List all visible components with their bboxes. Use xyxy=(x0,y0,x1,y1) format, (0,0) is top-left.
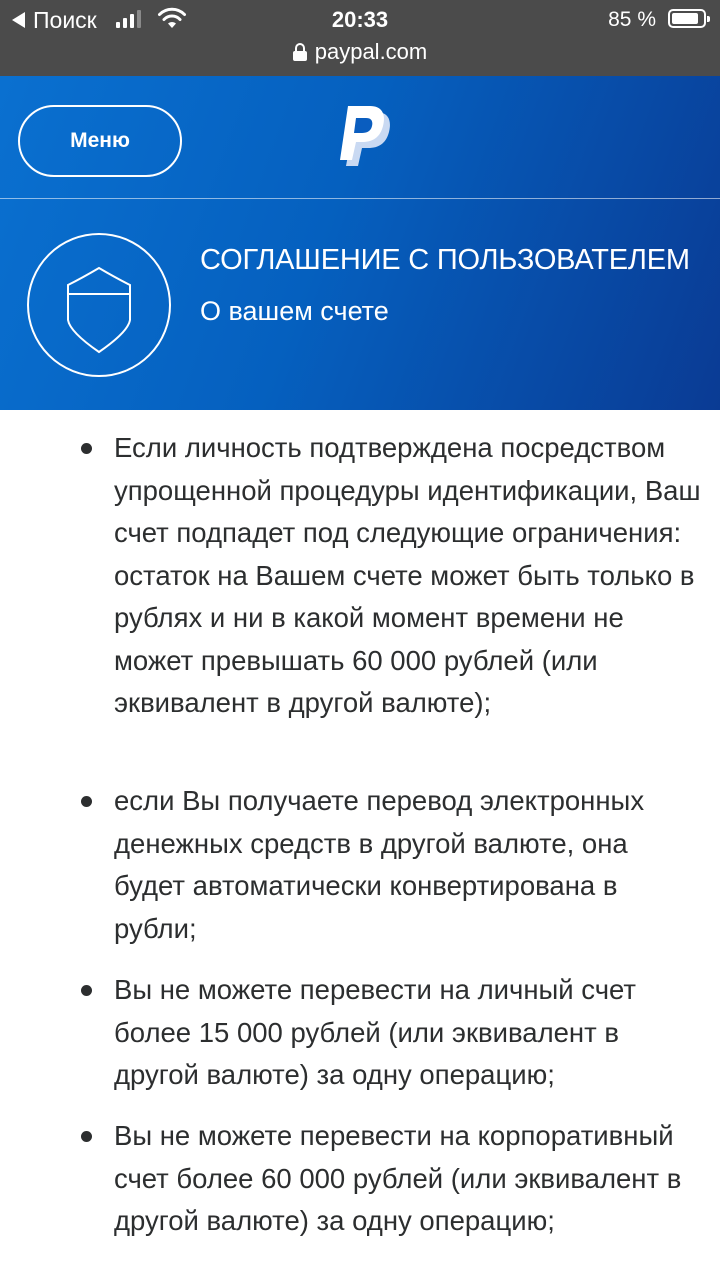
list-item xyxy=(114,780,704,950)
bullet-icon xyxy=(81,443,92,454)
battery-percent: 85 % xyxy=(608,8,656,31)
paypal-logo-icon[interactable] xyxy=(336,106,396,170)
back-label: Поиск xyxy=(33,7,97,33)
page-header xyxy=(0,76,720,410)
url-text: paypal.com xyxy=(314,39,428,64)
lock-icon xyxy=(293,43,307,61)
agreement-content xyxy=(0,410,720,1280)
status-bar xyxy=(0,0,720,76)
bullet-icon xyxy=(81,1131,92,1142)
shield-icon xyxy=(26,232,172,378)
address-bar[interactable] xyxy=(0,38,720,66)
list-item xyxy=(114,969,704,1097)
clock: 20:33 xyxy=(331,7,389,32)
menu-button[interactable]: Меню xyxy=(18,105,182,177)
list-item-text: Вы не можете перевести на корпоративный счет более 60 000 рублей (или эквивалент в другой валюте) за одну операцию; xyxy=(114,1120,682,1236)
page-subtitle: О вашем счете xyxy=(200,296,389,326)
list-item-text: Если личность подтверждена посредством упрощенной процедуры идентификации, Ваш счет подпадет под следующие ограничения: остаток на Вашем счете может быть только в рублях и ни в какой момент времени не может превышать 60 000 рублей (или эквивалент в другой валюте); xyxy=(114,432,701,718)
page-title: СОГЛАШЕНИЕ С ПОЛЬЗОВАТЕЛЕМ xyxy=(200,244,690,276)
bullet-icon xyxy=(81,796,92,807)
bullet-icon xyxy=(81,985,92,996)
list-item xyxy=(114,427,704,725)
header-divider xyxy=(0,198,720,199)
battery-level xyxy=(672,13,698,24)
list-item-text: если Вы получаете перевод электронных денежных средств в другой валюте, она будет автоматически конвертирована в рубли; xyxy=(114,785,645,944)
list-item-text: Вы не можете перевести на личный счет более 15 000 рублей (или эквивалент в другой валюте) за одну операцию; xyxy=(114,974,637,1090)
list-item xyxy=(114,1115,704,1243)
battery-icon xyxy=(668,9,706,28)
